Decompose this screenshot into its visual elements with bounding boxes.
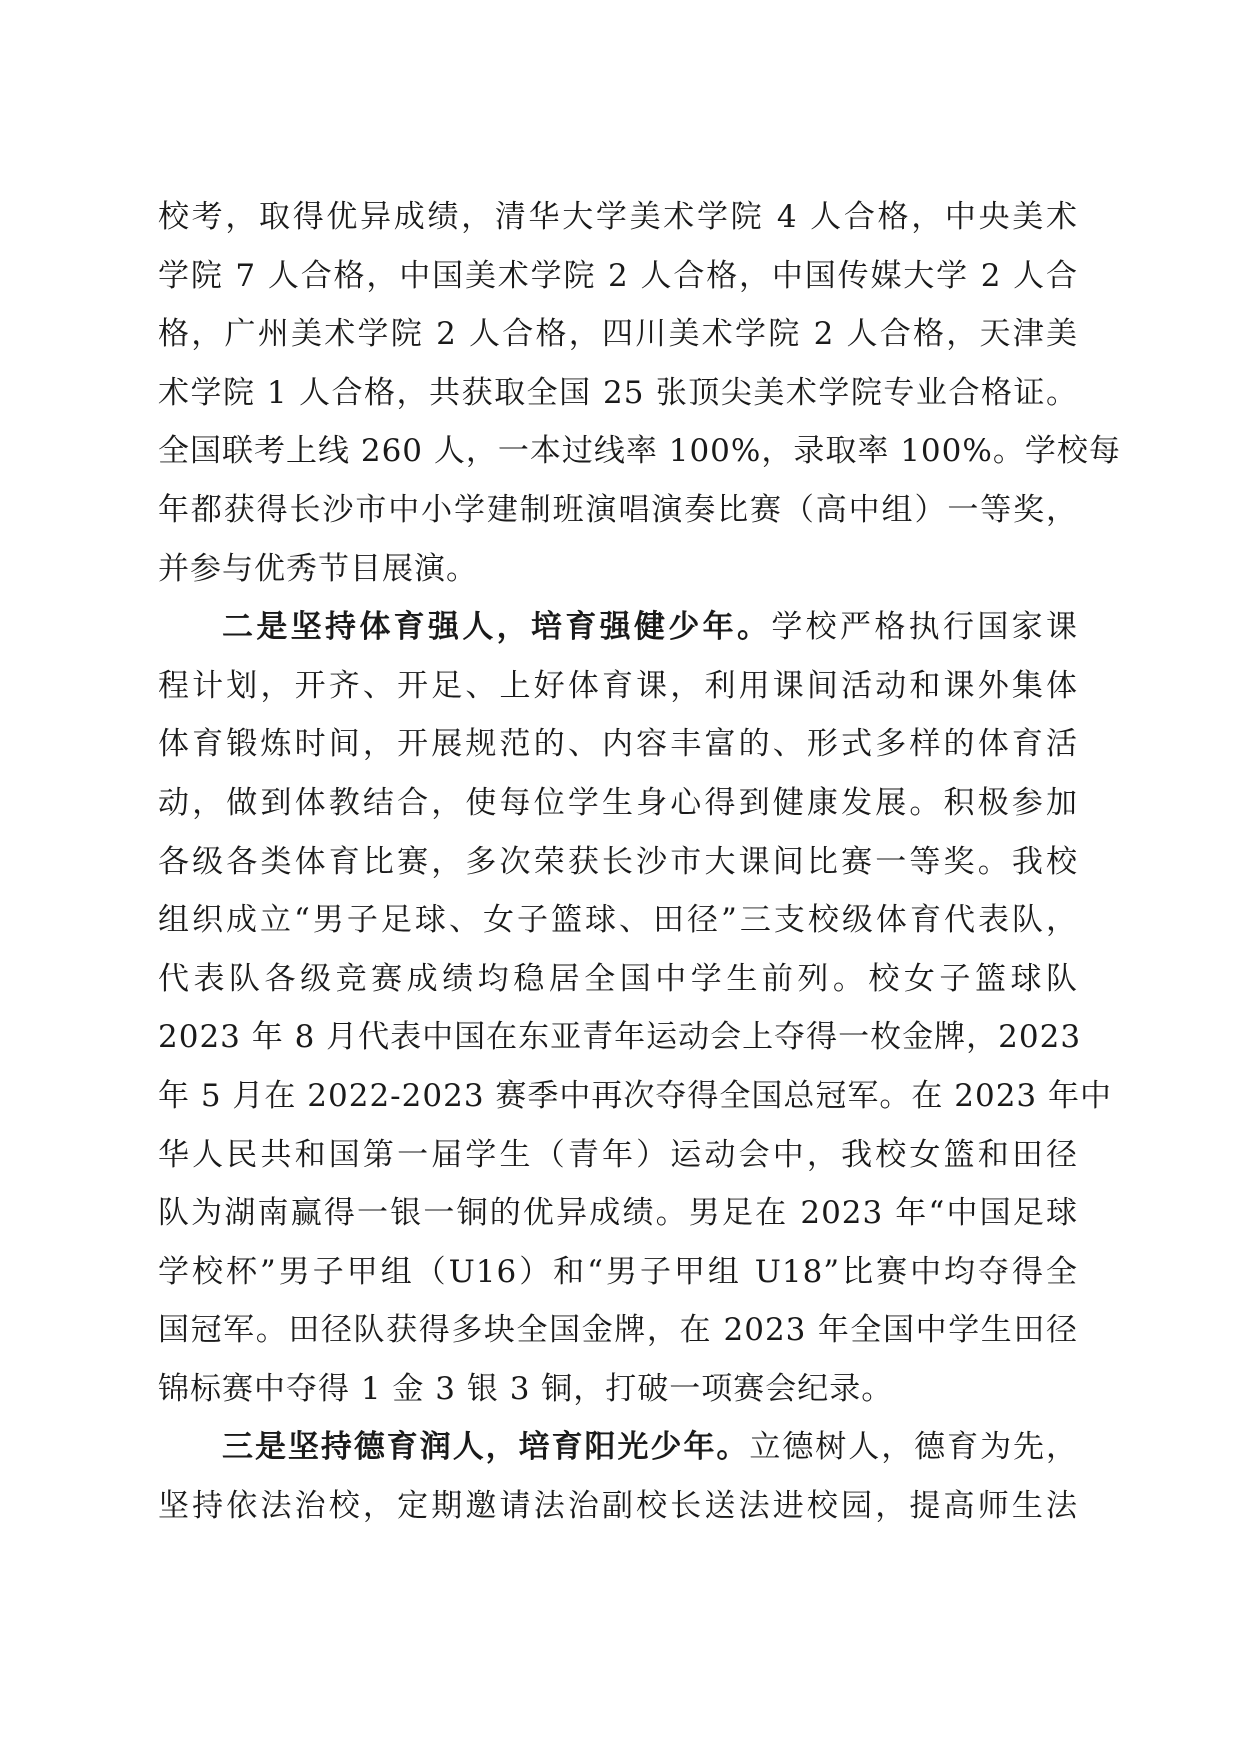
paragraph-2-line-4: 动，做到体教结合，使每位学生身心得到健康发展。积极参加 [158,784,1078,821]
paragraph-2-line-2: 程计划，开齐、开足、上好体育课，利用课间活动和课外集体 [158,667,1078,704]
paragraph-1-line-6: 年都获得长沙市中小学建制班演唱演奏比赛（高中组）一等奖， [158,491,1078,528]
paragraph-2-line-8: 2023 年 8 月代表中国在东亚青年运动会上夺得一枚金牌，2023 [158,1019,1082,1056]
paragraph-2-line-9: 年 5 月在 2022-2023 赛季中再次夺得全国总冠军。在 2023 年中 [158,1077,1112,1114]
paragraph-2-line-7: 代表队各级竞赛成绩均稳居全国中学生前列。校女子篮球队 [158,960,1078,997]
paragraph-2-line-6: 组织成立“男子足球、女子篮球、田径”三支校级体育代表队， [158,902,1078,939]
paragraph-1-line-2: 学院 7 人合格，中国美术学院 2 人合格，中国传媒大学 2 人合 [158,257,1078,294]
paragraph-1-line-4: 术学院 1 人合格，共获取全国 25 张顶尖美术学院专业合格证。 [158,374,1078,411]
paragraph-2-first-line-text: 学校严格执行国家课 [771,609,1079,646]
paragraph-2-line-12: 学校杯”男子甲组（U16）和“男子甲组 U18”比赛中均夺得全 [158,1253,1078,1290]
paragraph-2-line-10: 华人民共和国第一届学生（青年）运动会中，我校女篮和田径 [158,1136,1078,1173]
paragraph-2-line-5: 各级各类体育比赛，多次荣获长沙市大课间比赛一等奖。我校 [158,843,1078,880]
paragraph-3-line-2: 坚持依法治校，定期邀请法治副校长送法进校园，提高师生法 [158,1488,1078,1525]
paragraph-2-first-line [158,598,1078,657]
paragraph-2-line-14: 锦标赛中夺得 1 金 3 银 3 铜，打破一项赛会纪录。 [158,1370,894,1407]
paragraph-3-first-line [158,1418,1078,1477]
paragraph-2-heading: 二是坚持体育强人，培育强健少年。 [222,609,772,646]
paragraph-1-line-3: 格，广州美术学院 2 人合格，四川美术学院 2 人合格，天津美 [158,316,1078,353]
paragraph-2-line-3: 体育锻炼时间，开展规范的、内容丰富的、形式多样的体育活 [158,726,1078,763]
paragraph-3-heading: 三是坚持德育润人，培育阳光少年。 [222,1429,750,1466]
paragraph-3-first-line-text: 立德树人，德育为先， [749,1429,1078,1466]
paragraph-1-line-5: 全国联考上线 260 人，一本过线率 100%，录取率 100%。学校每 [158,433,1121,470]
paragraph-1-line-1: 校考，取得优异成绩，清华大学美术学院 4 人合格，中央美术 [158,199,1078,235]
paragraph-2-line-11: 队为湖南赢得一银一铜的优异成绩。男足在 2023 年“中国足球 [158,1195,1078,1232]
paragraph-1-line-7: 并参与优秀节目展演。 [158,550,478,587]
paragraph-2-line-13: 国冠军。田径队获得多块全国金牌，在 2023 年全国中学生田径 [158,1312,1078,1349]
document-body [158,188,1121,1536]
